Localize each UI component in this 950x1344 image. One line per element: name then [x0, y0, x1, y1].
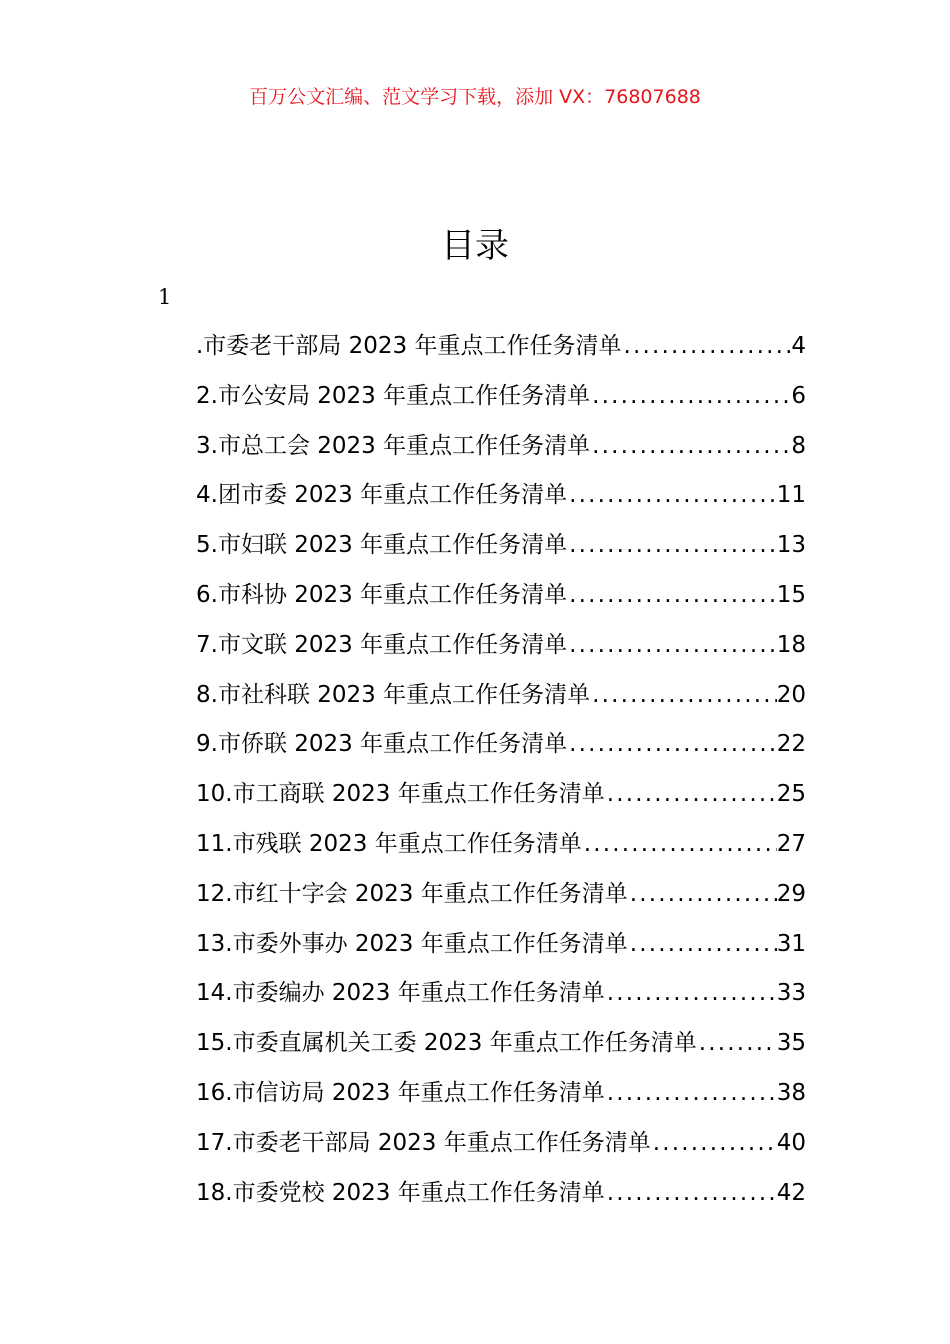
toc-entry[interactable]: [196, 679, 806, 729]
toc-entry-title: 5.市妇联 2023 年重点工作任务清单: [196, 532, 568, 559]
dot-leader: [569, 579, 777, 611]
toc-entry[interactable]: [196, 479, 806, 529]
promo-banner: 百万公文汇编、范文学习下载，添加 VX：76807688: [249, 86, 701, 108]
dot-leader: [607, 778, 777, 810]
toc-entry-title: 14.市委编办 2023 年重点工作任务清单: [196, 980, 605, 1007]
dot-leader: [653, 1127, 777, 1159]
dot-leader: [569, 529, 777, 561]
dot-leader: [592, 679, 777, 711]
toc-entry[interactable]: [196, 1077, 806, 1127]
toc-entry[interactable]: [196, 629, 806, 679]
toc-page-number: 6: [791, 382, 806, 409]
toc-page-number: 33: [776, 980, 806, 1007]
list-number-fragment: 1: [158, 285, 172, 309]
toc-page-number: 18: [776, 631, 806, 658]
toc-page-number: 35: [776, 1030, 806, 1057]
toc-page-number: 20: [776, 681, 806, 708]
table-of-contents: [196, 330, 806, 1226]
toc-entry-title: 18.市委党校 2023 年重点工作任务清单: [196, 1179, 605, 1206]
dot-leader: [592, 380, 791, 412]
toc-entry[interactable]: [196, 380, 806, 430]
toc-entry[interactable]: [196, 529, 806, 579]
dot-leader: [607, 1177, 777, 1209]
toc-page-number: 11: [776, 482, 806, 509]
toc-page-number: 40: [776, 1129, 806, 1156]
toc-entry[interactable]: [196, 977, 806, 1027]
toc-page-number: 27: [776, 830, 806, 857]
dot-leader: [584, 828, 777, 860]
toc-entry[interactable]: [196, 1177, 806, 1227]
toc-entry-title: 13.市委外事办 2023 年重点工作任务清单: [196, 930, 628, 957]
toc-entry-title: 6.市科协 2023 年重点工作任务清单: [196, 581, 568, 608]
toc-entry-title: 7.市文联 2023 年重点工作任务清单: [196, 631, 568, 658]
dot-leader: [699, 1027, 777, 1059]
toc-page-number: 38: [776, 1079, 806, 1106]
dot-leader: [630, 878, 777, 910]
toc-page-number: 31: [776, 930, 806, 957]
toc-page-number: 8: [791, 432, 806, 459]
toc-entry-title: 8.市社科联 2023 年重点工作任务清单: [196, 681, 591, 708]
dot-leader: [607, 1077, 777, 1109]
dot-leader: [630, 928, 777, 960]
page-title: 目录: [441, 226, 509, 266]
toc-entry-title: 15.市委直属机关工委 2023 年重点工作任务清单: [196, 1030, 697, 1057]
toc-entry[interactable]: [196, 828, 806, 878]
toc-entry[interactable]: [196, 430, 806, 480]
toc-entry[interactable]: [196, 878, 806, 928]
toc-page-number: 42: [776, 1179, 806, 1206]
dot-leader: [569, 629, 777, 661]
toc-entry-title: 12.市红十字会 2023 年重点工作任务清单: [196, 880, 628, 907]
toc-entry-title: 16.市信访局 2023 年重点工作任务清单: [196, 1079, 605, 1106]
toc-entry[interactable]: [196, 728, 806, 778]
toc-entry[interactable]: [196, 579, 806, 629]
toc-entry-title: 17.市委老干部局 2023 年重点工作任务清单: [196, 1129, 651, 1156]
dot-leader: [569, 479, 777, 511]
toc-page-number: 29: [776, 880, 806, 907]
dot-leader: [607, 977, 777, 1009]
toc-entry[interactable]: [196, 928, 806, 978]
dot-leader: [569, 728, 777, 760]
toc-entry-title: 3.市总工会 2023 年重点工作任务清单: [196, 432, 591, 459]
toc-entry[interactable]: [196, 778, 806, 828]
toc-entry-title: 2.市公安局 2023 年重点工作任务清单: [196, 382, 591, 409]
toc-entry-title: 10.市工商联 2023 年重点工作任务清单: [196, 781, 605, 808]
toc-entry-title: 4.团市委 2023 年重点工作任务清单: [196, 482, 568, 509]
toc-page-number: 13: [776, 532, 806, 559]
dot-leader: [592, 430, 791, 462]
toc-entry[interactable]: [196, 1127, 806, 1177]
toc-entry-title: .市委老干部局 2023 年重点工作任务清单: [196, 333, 622, 359]
toc-page-number: 22: [776, 731, 806, 758]
toc-page-number: 4: [791, 333, 806, 359]
toc-entry-title: 9.市侨联 2023 年重点工作任务清单: [196, 731, 568, 758]
toc-entry[interactable]: [196, 330, 806, 380]
toc-page-number: 25: [776, 781, 806, 808]
dot-leader: [623, 330, 791, 362]
toc-entry-title: 11.市残联 2023 年重点工作任务清单: [196, 830, 582, 857]
toc-page-number: 15: [776, 581, 806, 608]
toc-entry[interactable]: [196, 1027, 806, 1077]
